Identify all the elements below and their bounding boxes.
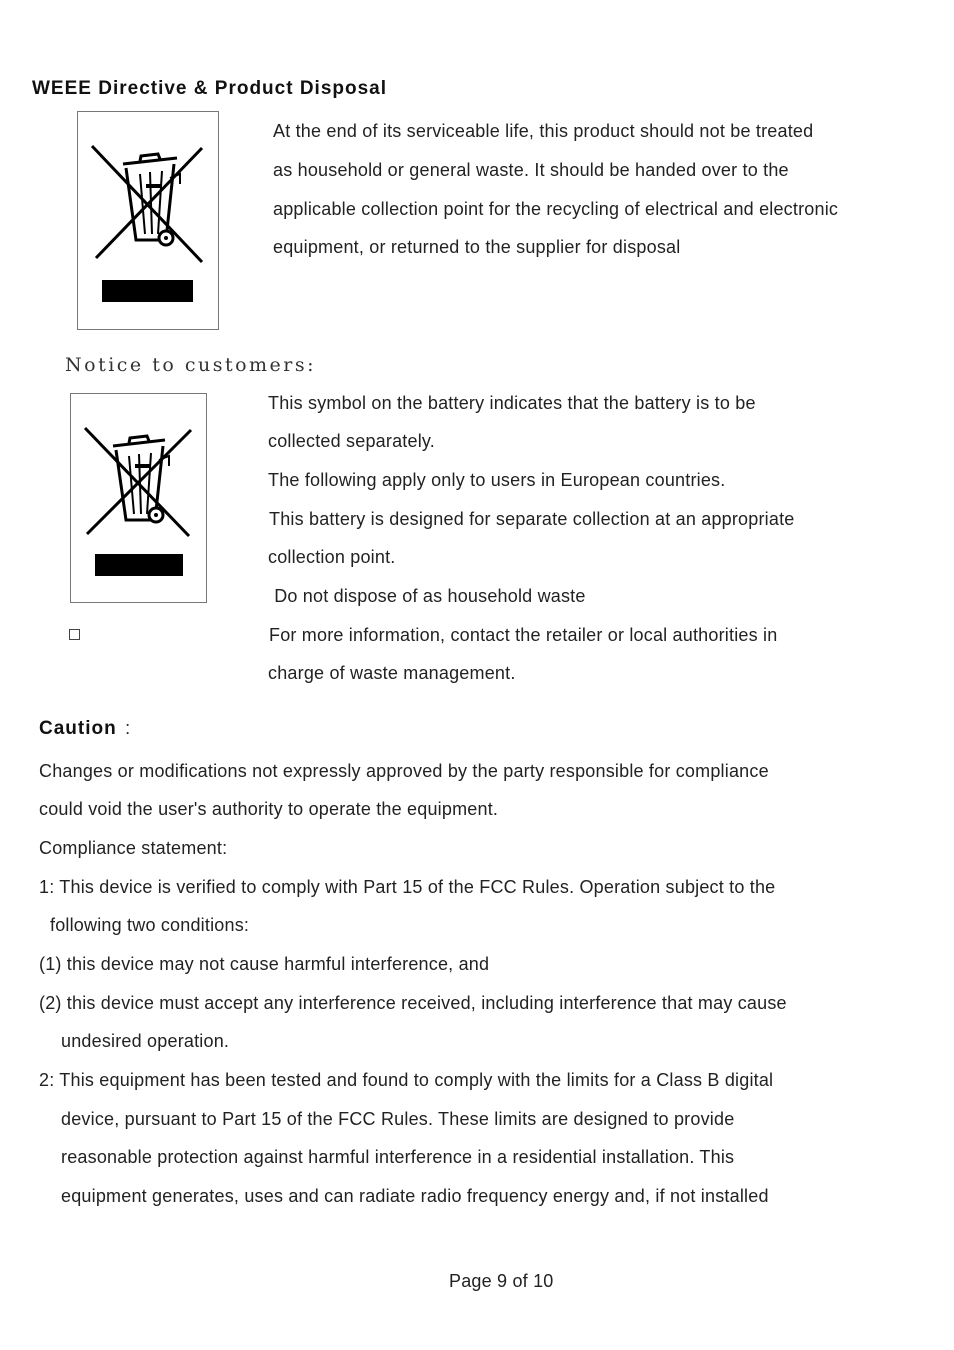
caution-line-10: device, pursuant to Part 15 of the FCC Rules. These limits are designed to provide xyxy=(61,1109,735,1129)
notice-heading: Notice to customers: xyxy=(65,354,317,376)
caution-line-7: (2) this device must accept any interference received, including interference that may cause xyxy=(39,993,787,1013)
caution-line-1: Changes or modifications not expressly approved by the party responsible for compliance xyxy=(39,761,769,781)
crossed-out-wheeled-bin-icon xyxy=(78,112,220,331)
weee-bin-image xyxy=(77,111,219,330)
notice-line-2: collected separately. xyxy=(268,431,435,451)
weee-line-3: applicable collection point for the recycling of electrical and electronic xyxy=(273,199,839,219)
notice-line-4: This battery is designed for separate collection at an appropriate xyxy=(269,509,795,529)
weee-line-1: At the end of its serviceable life, this product should not be treated xyxy=(273,121,814,141)
caution-label: Caution xyxy=(39,718,117,739)
page-number: Page 9 of 10 xyxy=(449,1271,554,1291)
notice-line-8: charge of waste management. xyxy=(268,663,516,683)
notice-line-1: This symbol on the battery indicates that the battery is to be xyxy=(268,393,756,413)
notice-line-7: For more information, contact the retailer or local authorities in xyxy=(269,625,778,645)
notice-line-5: collection point. xyxy=(268,547,396,567)
crossed-out-wheeled-bin-icon xyxy=(71,394,208,604)
caution-line-3: Compliance statement: xyxy=(39,838,228,858)
notice-line-3: The following apply only to users in European countries. xyxy=(268,470,726,490)
checkbox-icon xyxy=(69,629,80,640)
caution-colon: : xyxy=(125,718,131,738)
caution-line-8: undesired operation. xyxy=(61,1031,230,1051)
caution-line-2: could void the user's authority to operate the equipment. xyxy=(39,799,499,819)
caution-line-9: 2: This equipment has been tested and found to comply with the limits for a Class B digital xyxy=(39,1070,774,1090)
battery-bin-image xyxy=(70,393,207,603)
caution-line-12: equipment generates, uses and can radiate radio frequency energy and, if not installed xyxy=(61,1186,769,1206)
caution-line-6: (1) this device may not cause harmful interference, and xyxy=(39,954,490,974)
caution-line-11: reasonable protection against harmful interference in a residential installation. This xyxy=(61,1147,735,1167)
caution-line-4: 1: This device is verified to comply with Part 15 of the FCC Rules. Operation subject to the xyxy=(39,877,776,897)
weee-line-4: equipment, or returned to the supplier for disposal xyxy=(273,237,681,257)
weee-heading: WEEE Directive & Product Disposal xyxy=(32,78,388,99)
weee-line-2: as household or general waste. It should be handed over to the xyxy=(273,160,789,180)
caution-line-5: following two conditions: xyxy=(50,915,250,935)
caution-heading xyxy=(39,718,130,740)
notice-line-6: Do not dispose of as household waste xyxy=(269,586,586,606)
